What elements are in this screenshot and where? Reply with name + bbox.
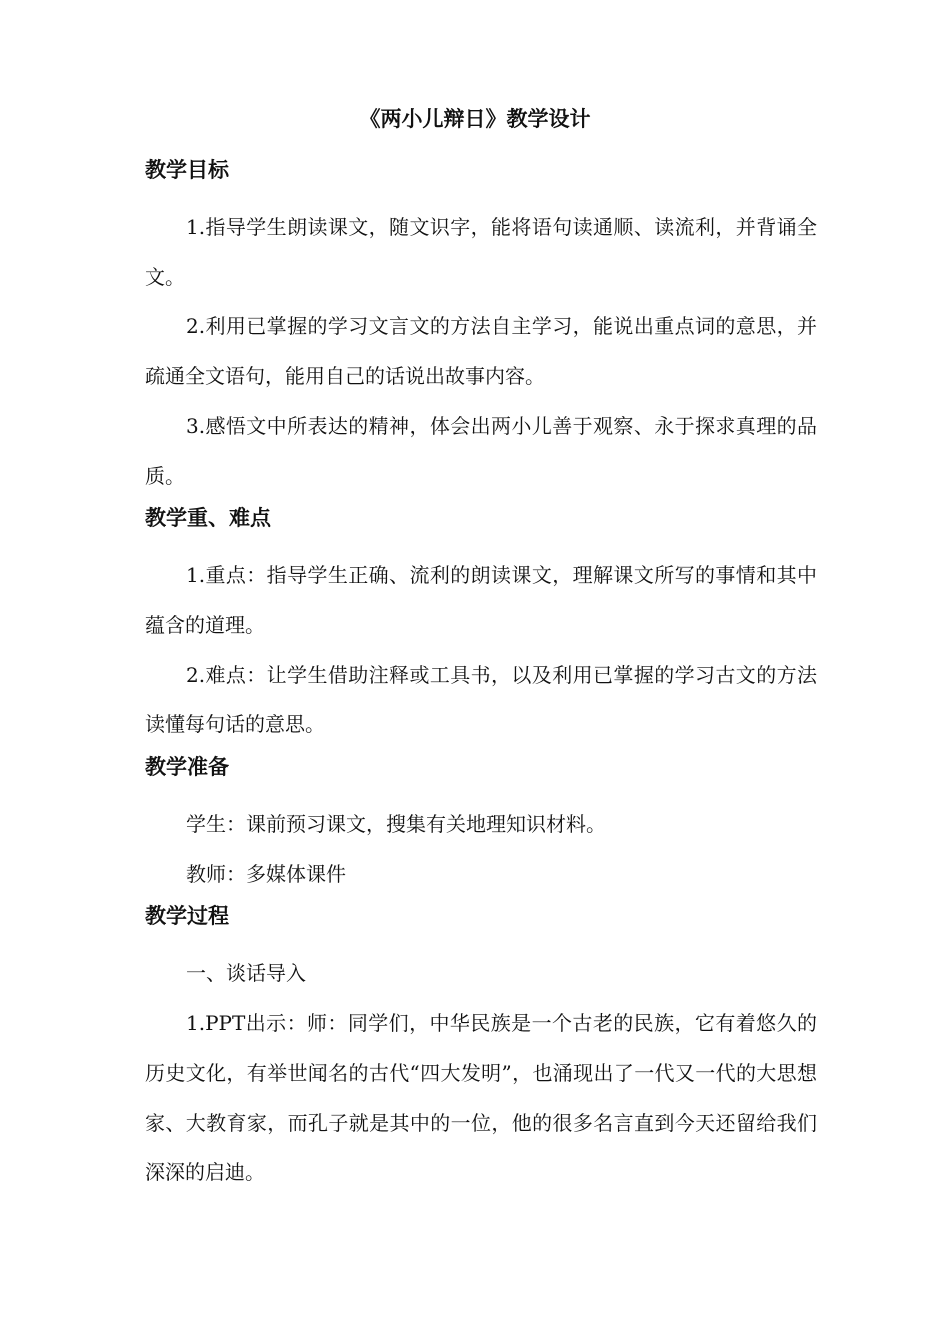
paragraph: 一、谈话导入 xyxy=(186,961,306,986)
paragraph: 学生：课前预习课文，搜集有关地理知识材料。 xyxy=(186,812,606,837)
paragraph: 2.难点：让学生借助注释或工具书，以及利用已掌握的学习古文的方法读懂每句话的意思。 xyxy=(145,662,817,737)
section-heading-goals: 教学目标 xyxy=(145,158,229,182)
document-body xyxy=(145,154,817,1198)
paragraph: 1.PPT出示：师：同学们，中华民族是一个古老的民族，它有着悠久的历史文化，有举世闻名的古代“四大发明”，也涌现出了一代又一代的大思想家、大教育家，而孔子就是其中的一位，他的很多名言直到今天还留给我们深深的启迪。 xyxy=(145,1011,817,1185)
document-title: 《两小儿辩日》教学设计 xyxy=(359,107,591,131)
section-heading-preparation: 教学准备 xyxy=(145,755,229,780)
paragraph: 教师：多媒体课件 xyxy=(186,861,346,886)
paragraph: 3.感悟文中所表达的精神，体会出两小儿善于观察、永于探求真理的品质。 xyxy=(145,413,817,488)
section-heading-process: 教学过程 xyxy=(145,904,229,929)
paragraph: 1.指导学生朗读课文，随文识字，能将语句读通顺、读流利，并背诵全文。 xyxy=(145,215,817,289)
paragraph: 2.利用已掌握的学习文言文的方法自主学习，能说出重点词的意思，并疏通全文语句，能用自己的话说出故事内容。 xyxy=(145,314,817,389)
paragraph: 1.重点：指导学生正确、流利的朗读课文，理解课文所写的事情和其中蕴含的道理。 xyxy=(145,563,817,637)
section-heading-key-points: 教学重、难点 xyxy=(145,506,271,531)
